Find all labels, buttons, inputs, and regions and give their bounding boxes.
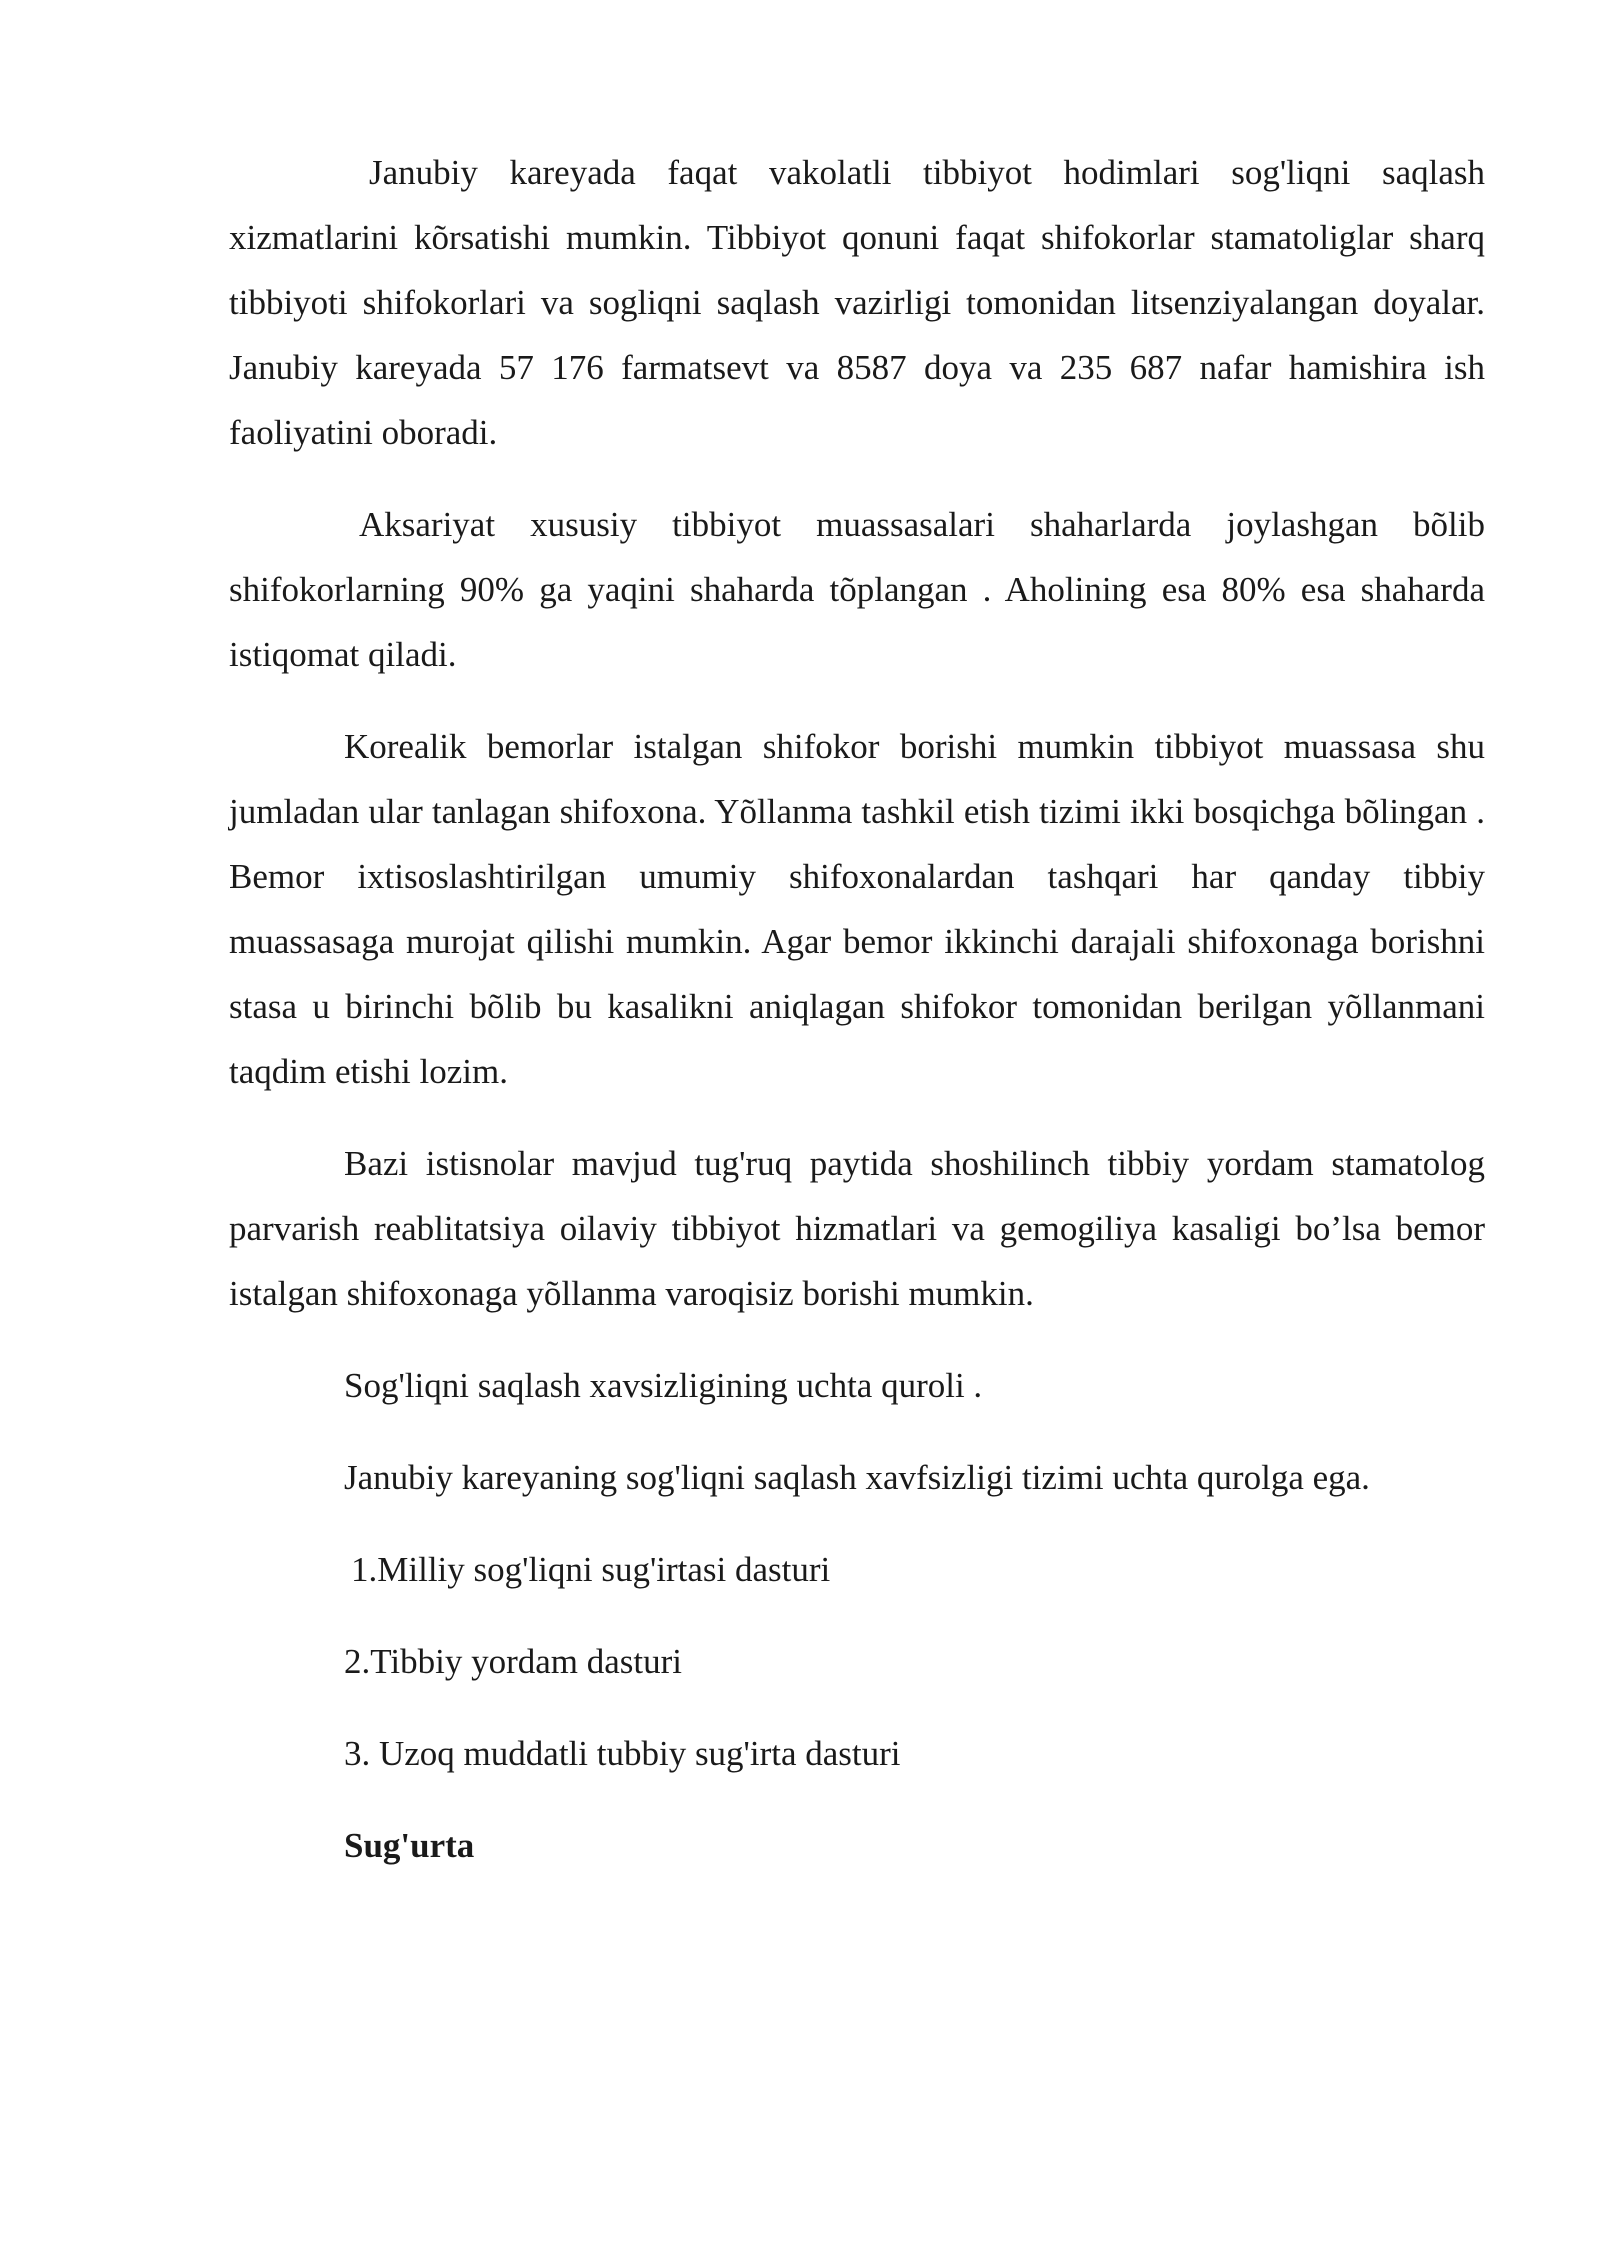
document-body [229, 140, 1485, 1878]
paragraph-three-pillars: Sog'liqni saqlash xavsizligining uchta quroli . [344, 1366, 983, 1405]
paragraph-private-facilities: Aksariyat xususiy tibbiyot muassasalari shaharlarda joylashgan bõlib shifokorlarning 90% ga yaqini shaharda tõplangan . Aholining esa 80% esa shaharda istiqomat qiladi. [229, 505, 1485, 674]
list-item-medical-aid: 2.Tibbiy yordam dasturi [344, 1642, 683, 1681]
list-item-national-insurance: 1.Milliy sog'liqni sug'irtasi dasturi [351, 1550, 831, 1589]
list-item-long-term-care: 3. Uzoq muddatli tubbiy sug'irta dasturi [344, 1734, 901, 1773]
paragraph-health-workers: Janubiy kareyada faqat vakolatli tibbiyot hodimlari sog'liqni saqlash xizmatlarini kõrsatishi mumkin. Tibbiyot qonuni faqat shifokorlar stamatoliglar sharq tibbiyoti shifokorlari va sogliqni saqlash vazirligi tomonidan litsenziyalangan doyalar. Janubiy kareyada 57 176 farmatsevt va 8587 doya va 235 687 nafar hamishira ish faoliyatini oboradi. [229, 153, 1485, 452]
paragraph-patient-choice: Korealik bemorlar istalgan shifokor borishi mumkin tibbiyot muassasa shu jumladan ular tanlagan shifoxona. Yõllanma tashkil etish tizimi ikki bosqichga bõlingan . Bemor ixtisoslashtirilgan umumiy shifoxonalardan tashqari har qanday tibbiy muassasaga murojat qilishi mumkin. Agar bemor ikkinchi darajali shifoxonaga borishni stasa u birinchi bõlib bu kasalikni aniqlagan shifokor tomonidan berilgan yõllanmani taqdim etishi lozim. [229, 727, 1485, 1091]
section-heading-insurance: Sug'urta [344, 1826, 475, 1865]
paragraph-security-system: Janubiy kareyaning sog'liqni saqlash xavfsizligi tizimi uchta qurolga ega. [344, 1458, 1370, 1497]
paragraph-exceptions: Bazi istisnolar mavjud tug'ruq paytida shoshilinch tibbiy yordam stamatolog parvarish reablitatsiya oilaviy tibbiyot hizmatlari va gemogiliya kasaligi bo’lsa bemor istalgan shifoxonaga yõllanma varoqisiz borishi mumkin. [229, 1144, 1485, 1313]
